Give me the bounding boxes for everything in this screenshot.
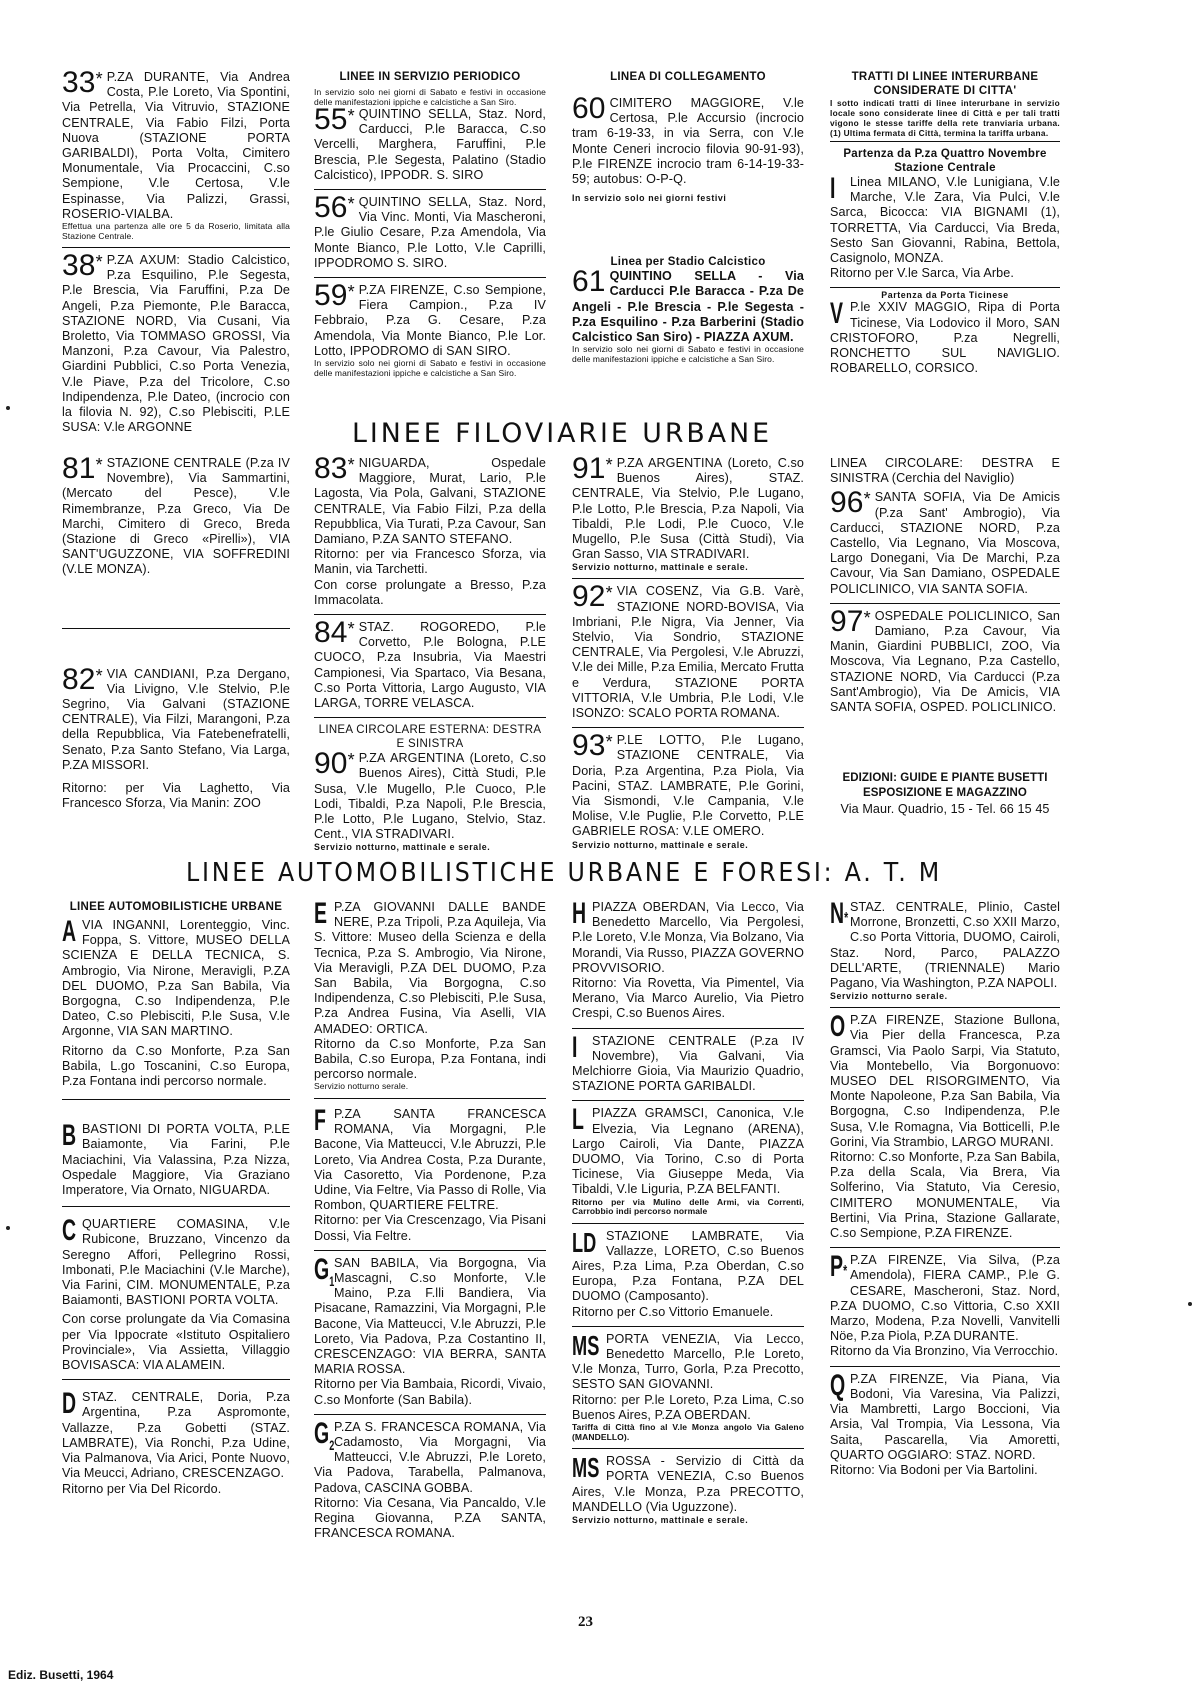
bus-line-O: [830, 1010, 1060, 1241]
bus-H-return: Ritorno: Via Rovetta, Via Pimentel, Via Merano, Via Marco Aurelio, Via Pietro Crespi, C.so Buenos Aires.: [572, 976, 804, 1021]
line-letter-LD: LD: [572, 1226, 597, 1258]
line-93-note: Servizio notturno, mattinale e serale.: [572, 839, 749, 850]
page-number: 23: [578, 1614, 593, 1630]
bus-N-route: STAZ. CENTRALE, Plinio, Castel Morrone, Bronzetti, C.so XXII Marzo, C.so Porta Vittoria, DUOMO, Cairoli, Staz. Nord, Parco, PALAZZO DELL'ARTE, (TRIENNALE) Mario Pagano, Via Washington, P.ZA NAPOLI.: [830, 900, 1060, 991]
line-letter-D: D: [62, 1387, 77, 1421]
line-letter-H: H: [572, 897, 587, 930]
line-number-61: 61: [572, 265, 606, 299]
line-90-route: P.ZA ARGENTINA (Loreto, C.so Buenos Aires), Città Studi, P.le Susa, V.le Mugello, P.le Cuoco, P.le Lodi, Tibaldi, P.za Napoli, P.le Brescia, P.le Lotto, P.le Lugano, Stelvio, Staz. Cent., VIA STRADIVARI.: [314, 751, 546, 842]
divider: [62, 628, 290, 629]
column-bus-1: [62, 900, 290, 1503]
bus-P-return: Ritorno da Via Bronzino, Via Verrocchio.: [830, 1344, 1059, 1359]
line-91-route: P.ZA ARGENTINA (Loreto, C.so Buenos Aires), STAZ. CENTRALE, Via Stelvio, P.le Lugano, P.le Lotto, P.le Brescia, P.za Napoli, Via Tibaldi, P.le Lodi, P.le Cuoco, V.le Mugello, P.le Susa (Città Studi), Via Gran Sasso, VIA STRADIVARI.: [572, 456, 804, 562]
line-56-route: QUINTINO SELLA, Staz. Nord, Via Vinc. Monti, Via Mascheroni, P.le Giulio Cesare, P.za Amendola, Via Monte Bianco, P.le Lotto, V.le Caprilli, IPPODROMO S. SIRO.: [314, 195, 546, 270]
line-number-56: 56*: [314, 191, 355, 225]
bus-line-MS-rossa: [572, 1454, 804, 1525]
line-96: [830, 486, 1060, 596]
line-82: [62, 662, 290, 812]
line-92-route: VIA COSENZ, Via G.B. Varè, STAZIONE NORD-BOVISA, Via Imbriani, P.le Nigra, Via Jenner, Via Stelvio, Via Sondrio, STAZIONE CENTRALE, Via Pergolesi, V.le Abruzzi, V.le dei Mille, P.za Emilia, Mercato Frutta e Verdura, STAZIONE PORTA VITTORIA, V.le Umbria, P.le Lodi, V.le ISONZO: SCALO PORTA ROMANA.: [572, 584, 804, 721]
bus-line-A: [62, 915, 290, 1089]
line-91-note: Servizio notturno, mattinale e serale.: [572, 562, 749, 573]
line-82-route: VIA CANDIANI, P.za Dergano, Via Livigno, V.le Stelvio, P.le Segrino, Via Galvani (STAZIONE CENTRALE), Via Filzi, Marangoni, P.za della Repubblica, Via Fatebenefratelli, Senato, P.za Santo Stefano, Via Larga, P.ZA MISSORI.: [62, 666, 290, 772]
line-number-84: 84*: [314, 616, 355, 650]
line-93-route: P.LE LOTTO, P.le Lugano, STAZIONE CENTRALE, Via Doria, P.za Argentina, P.za Piola, Via Pacini, STAZ. LAMBRATE, P.le Gorini, Via Sismondi, V.le Campania, V.le Molise, V.le Puglie, P.le Corvetto, P.LE GABRIELE ROSA: V.LE OMERO.: [572, 733, 804, 839]
line-letter-C: C: [62, 1214, 77, 1248]
line-letter-P: P*: [830, 1250, 848, 1284]
line-38: [62, 249, 290, 435]
line-letter-F: F: [314, 1103, 326, 1137]
periodic-header: LINEE IN SERVIZIO PERIODICO: [339, 71, 521, 83]
line-number-92: 92*: [572, 580, 613, 614]
edizioni-line2: ESPOSIZIONE E MAGAZZINO: [863, 787, 1027, 800]
line-letter-I: I: [572, 1030, 578, 1064]
line-92: [572, 580, 804, 721]
divider: [572, 1326, 804, 1327]
line-letter-B: B: [62, 1119, 77, 1153]
divider: [572, 1448, 804, 1449]
line-number-33: 33*: [62, 66, 103, 99]
bus-D-return: Ritorno per Via Del Ricordo.: [62, 1481, 222, 1496]
bus-G2-return: Ritorno: Via Cesana, Via Pancaldo, V.le Regina Giovanna, P.ZA SANTA, FRANCESCA ROMANA.: [314, 1495, 546, 1541]
column-collegamento: [572, 70, 804, 370]
line-number-59: 59*: [314, 279, 355, 313]
divider: [830, 603, 1060, 604]
line-letter-I: I: [830, 172, 836, 205]
line-96-route: SANTA SOFIA, Via De Amicis (P.za Sant' Ambrogio), Via Carducci, STAZIONE NORD, P.za Castello, Via Legnano, Via Moscova, Largo Donegani, Via De Marchi, P.za Cavour, Via San Damiano, OSPEDALE POLICLINICO, VIA SANTA SOFIA.: [830, 490, 1060, 596]
line-33: [62, 66, 290, 241]
line-letter-E: E: [314, 897, 328, 930]
line-97-route: OSPEDALE POLICLINICO, San Damiano, P.za Cavour, Via Manin, Giardini PUBBLICI, ZOO, Via Moscova, Via Legnano, P.za Castello, STAZIONE NORD, Via Carducci (P.za Sant'Ambrogio), Via De Amicis, VIA SANTA SOFIA, OSPED. POLICLINICO.: [830, 608, 1060, 715]
bus-P-route: P.ZA FIRENZE, Via Silva, (P.za Amendola), FIERA CAMP., P.le G. CESARE, Mascheroni, Staz. Nord, P.ZA DUOMO, C.so Vittoria, C.so XXII Marzo, Modena, P.za Novelli, Vanvitelli Nöe, P.za Piola, P.ZA DURANTE.: [830, 1253, 1060, 1344]
line-60-route: CIMITERO MAGGIORE, V.le Certosa, P.le Accursio (incrocio tram 6-19-33, in via Serra, con V.le Monte Ceneri incrocio filovia 90-91-93), P.le FIRENZE incrocio tram 6-14-19-33-59; autobus: O-P-Q.: [572, 96, 804, 187]
line-V-route: P.le XXIV MAGGIO, Ripa di Porta Ticinese, Via Lodovico il Moro, SAN CRISTOFORO, P.za Negrelli, RONCHETTO SUL NAVIGLIO. ROBARELLO, CORSICO.: [830, 300, 1060, 376]
divider: [314, 1414, 546, 1415]
interurbane-sub2: Partenza da Porta Ticinese: [881, 290, 1009, 301]
bus-B-route: BASTIONI DI PORTA VOLTA, P.LE Baiamonte, Via Farini, P.le Maciachini, Via Valassina, P.za Nizza, Ospedale Maggiore, Via Graziano Imperatore, Via Ornato, NIGUARDA.: [62, 1122, 290, 1198]
line-61: [572, 265, 804, 364]
edizioni-line1: EDIZIONI: GUIDE E PIANTE BUSETTI: [842, 772, 1048, 785]
line-letter-Q: Q: [830, 1368, 846, 1402]
line-letter-MS: MS: [572, 1329, 600, 1361]
line-number-38: 38*: [62, 249, 103, 283]
bus-line-N: [830, 897, 1060, 1002]
periodic-note: In servizio solo nei giorni di Sabato e festivi in occasione delle manifestazioni ippiche e calcistiche a San Siro.: [314, 87, 546, 107]
line-59: [314, 279, 546, 378]
stadio-header: Linea per Stadio Calcistico: [610, 256, 766, 269]
line-83: [314, 452, 546, 608]
bus-line-F: [314, 1103, 546, 1244]
line-33-note: Effettua una partenza alle ore 5 da Roserio, limitata alla Stazione Centrale.: [62, 221, 290, 241]
line-59-route: P.ZA FIRENZE, C.so Sempione, Fiera Campion., P.za IV Febbraio, P.za G. Cesare, P.za Amendola, Via Monte Bianco, P.le Lor. Lotto, IPPODROMO di SAN SIRO.: [314, 283, 546, 358]
bus-N-note: Servizio notturno serale.: [830, 991, 948, 1002]
bus-E-route: P.ZA GIOVANNI DALLE BANDE NERE, P.za Tripoli, P.za Aquileja, Via S. Vittore: Museo della Scienza e della Tecnica, P.za S. Ambrogio, Via Nirone, Via Meravigli, P.ZA DEL DUOMO, P.za San Babila, Via Borgogna, C.so Indipendenza, C.so Plebisciti, P.le Susa, P.za Andrea Fusina, Via Aselli, VIA AMADEO: ORTICA.: [314, 900, 546, 1036]
line-number-96: 96*: [830, 486, 871, 520]
bus-Q-return: Ritorno: Via Bodoni per Via Bartolini.: [830, 1462, 1038, 1477]
bus-line-C: [62, 1214, 290, 1373]
scan-mark: [6, 406, 10, 410]
divider: [572, 1100, 804, 1101]
bus-MS-note: Tariffa di Città fino al V.le Monza angolo Via Galeno (MANDELLO).: [572, 1422, 804, 1442]
bus-title: LINEE AUTOMOBILISTICHE URBANE E FORESI: A. T. M: [186, 858, 942, 888]
line-56: [314, 191, 546, 271]
interurbane-note: I sotto indicati tratti di linee interurbane in servizio locale sono considerate linee di Città e per tali tratti vigono le stesse tariffe della rete tranviaria urbana. (1) Ultima fermata di Città, termina la tariffa urbana.: [830, 98, 1060, 138]
line-59-note: In servizio solo nei giorni di Sabato e festivi in occasione delle manifestazioni ippiche e calcistiche a San Siro.: [314, 358, 546, 378]
line-97: [830, 604, 1060, 715]
column-tram-1: [62, 66, 290, 441]
line-number-93: 93*: [572, 729, 613, 763]
line-38-route: P.ZA AXUM: Stadio Calcistico, P.za Esquilino, P.le Segesta, P.le Brescia, Via Faruffini, P.za De Angeli, P.za Piemonte, P.le Baracca, STAZIONE NORD, Via Cusani, Via Broletto, Via TOMMASO GROSSI, Via Manzoni, P.za Cavour, Via Palestro, Giardini Pubblici, C.so Porta Venezia, V.le Piave, P.za del Tricolore, C.so Indipendenza, P.le Dateo, (incrocio con la filovia N. 92), C.so Plebisciti, P.LE SUSA: V.le ARGONNE: [62, 253, 290, 435]
line-number-82: 82*: [62, 662, 103, 696]
column-filovie-4: [830, 456, 1060, 817]
bus-G1-route: SAN BABILA, Via Borgogna, Via Mascagni, C.so Monforte, V.le Maino, P.za F.lli Bandiera, Via Pisacane, Ramazzini, Via Morgagni, P.le Bacone, Via Matteucci, V.le Abruzzi, P.le Loreto, Via Padova, P.za Costantino II, CRESCENZAGO: VIA BERRA, SANTA MARIA ROSSA.: [314, 1255, 546, 1377]
line-I-interurban: [830, 172, 1060, 281]
circolare-esterna-header: LINEA CIRCOLARE ESTERNA: DESTRA E SINISTRA: [318, 724, 542, 751]
divider: [314, 189, 546, 190]
scan-mark: [6, 1226, 10, 1230]
edizioni-block: [830, 771, 1060, 817]
line-90: [314, 747, 546, 853]
line-60: [572, 92, 804, 187]
bus-line-H: [572, 897, 804, 1022]
bus-line-LD: [572, 1226, 804, 1320]
divider: [314, 614, 546, 615]
edizioni-line3: Via Maur. Quadrio, 15 - Tel. 66 15 45: [840, 801, 1050, 816]
collegamento-header: LINEA DI COLLEGAMENTO: [610, 71, 766, 83]
line-84: [314, 616, 546, 711]
bus-E-return: Ritorno da C.so Monforte, P.za San Babila, C.so Europa, P.za Fontana, indi percorso normale.: [314, 1036, 546, 1082]
column-interurbane: [830, 70, 1060, 382]
line-90-note: Servizio notturno, mattinale e serale.: [314, 842, 491, 853]
line-letter-V: V: [830, 297, 844, 331]
column-bus-4: [830, 897, 1060, 1484]
bus-L-note: Ritorno per via Mulino delle Armi, via Correnti, Carrobbio indi percorso normale: [572, 1196, 804, 1217]
line-82-return: Ritorno: per Via Laghetto, Via Francesco Sforza, Via Manin: ZOO: [62, 781, 290, 811]
line-letter-N: N*: [830, 897, 849, 930]
bus-line-MS: [572, 1329, 804, 1442]
line-number-55: 55*: [314, 103, 355, 136]
line-83-return: Ritorno: per via Francesco Sforza, via Manin, via Tarchetti.: [314, 547, 546, 577]
divider: [62, 1206, 290, 1207]
column-filovie-2: [314, 452, 546, 858]
line-number-91: 91*: [572, 452, 613, 485]
bus-header: LINEE AUTOMOBILISTICHE URBANE: [69, 901, 283, 913]
line-61-note: In servizio solo nei giorni di Sabato e festivi in occasione delle manifestazioni ippiche e calcistiche a San Siro.: [572, 344, 804, 364]
bus-LD-route: STAZIONE LAMBRATE, Via Vallazze, LORETO, C.so Buenos Aires, P.za Lima, P.za Oberdan, C.so Europa, P.za Fontana, P.ZA DEL DUOMO (Camposanto).: [572, 1228, 804, 1304]
line-number-90: 90*: [314, 747, 355, 781]
bus-line-G2: [314, 1416, 546, 1542]
bus-MS-return: Ritorno: per P.le Loreto, P.za Lima, C.so Buenos Aires, P.ZA OBERDAN.: [572, 1392, 804, 1422]
divider: [62, 247, 290, 248]
bus-line-D: [62, 1387, 290, 1496]
bus-H-route: PIAZZA OBERDAN, Via Lecco, Via Benedetto Marcello, Via Pergolesi, P.le Loreto, V.le Monza, Via Bolzano, Via Morandi, Via Russo, PIAZZA GOVERNO PROVVISORIO.: [572, 900, 804, 975]
bus-C-route: QUARTIERE COMASINA, V.le Rubicone, Bruzzano, Vincenzo da Seregno Affori, Pellegrino Rossi, Imbonati, P.le Maciachini (V.le Marche), Via Farini, CIM. MONUMENTALE, P.za Baiamonti, BASTIONI PORTA VOLTA.: [62, 1217, 290, 1308]
column-filovie-1: [62, 452, 290, 817]
divider: [572, 727, 804, 728]
bus-E-note: Servizio notturno serale.: [314, 1081, 409, 1092]
column-bus-2: [314, 897, 546, 1547]
bus-line-Q: [830, 1368, 1060, 1478]
divider: [572, 1028, 804, 1029]
bus-Q-route: P.ZA FIRENZE, Via Piana, Via Bodoni, Via Varesina, Via Palizzi, Via Mambretti, Largo Boccioni, Via Arsia, Val Trompia, Via Lessona, Via Saita, Pascarella, Via Amoretti, QUARTO OGGIARO: STAZ. NORD.: [830, 1371, 1060, 1462]
bus-line-I: [572, 1030, 804, 1095]
footer-edition: Ediz. Busetti, 1964: [8, 1668, 114, 1682]
divider: [314, 717, 546, 718]
bus-F-return: Ritorno: per Via Crescenzago, Via Pisani Dossi, Via Feltre.: [314, 1213, 546, 1243]
divider: [572, 1223, 804, 1224]
bus-A-return: Ritorno da C.so Monforte, P.za San Babila, L.go Toscanini, C.so Europa, P.za Fontana indi percorso normale.: [62, 1043, 290, 1089]
line-81-route: STAZIONE CENTRALE (P.za IV Novembre), Via Sammartini, (Mercato del Pesce), V.le Rimembranze, P.za Greco, Via De Marchi, Cimitero di Greco, Breda (Stazione di Greco «Pirelli»), VIA SANT'UGUZZONE, VIA SOFFREDINI (V.LE MONZA).: [62, 456, 290, 577]
line-number-83: 83*: [314, 452, 355, 485]
divider: [830, 1247, 1060, 1248]
bus-G2-route: P.ZA S. FRANCESCA ROMANA, Via Cadamosto, Via Morgagni, Via Matteucci, V.le Abruzzi, P.le Loreto, Via Padova, Tarabella, Palmanova, Padova, CASCINA GOBBA.: [314, 1419, 546, 1495]
line-number-97: 97*: [830, 604, 871, 638]
circolare-header: LINEA CIRCOLARE: DESTRA E SINISTRA (Cerchia del Naviglio): [830, 456, 1060, 486]
line-letter-G1: $G_1$: [314, 1252, 335, 1289]
line-V-interurban: [830, 297, 1060, 376]
line-91: [572, 452, 804, 573]
line-letter-O: O: [830, 1010, 846, 1044]
bus-line-P: [830, 1250, 1060, 1359]
bus-O-route: P.ZA FIRENZE, Stazione Bullona, Via Pier della Francesca, P.za Gramsci, Via Paolo Sarpi, Via Statuto, Via Montebello, Via Borgonuovo: MUSEO DEL RISORGIMENTO, Via Monte Napoleone, P.za San Babila, Via Borgogna, C.so Indipendenza, P.le Susa, V.le Romagna, Via Botticelli, P.le Gorini, Via Strambio, LARGO MURANI.: [830, 1013, 1060, 1149]
bus-MS-route: PORTA VENEZIA, Via Lecco, Benedetto Marcello, P.le Loreto, V.le Monza, Turro, Gorla, P.za Precotto, SESTO SAN GIOVANNI.: [572, 1331, 804, 1392]
line-33-route: P.ZA DURANTE, Via Andrea Costa, P.le Loreto, Via Spontini, Via Petrella, Via Vitruvio, STAZIONE CENTRALE, Via Fabio Filzi, Porta Nuova (STAZIONE PORTA GARIBALDI), Porta Volta, Cimitero Monumentale, Via Procaccini, C.so Sempione, V.le Certosa, V.le Espinasse, Via Palizzi, Grassi, ROSERIO-VIALBA.: [62, 70, 290, 221]
line-I-return: Ritorno per V.le Sarca, Via Arbe.: [830, 266, 1014, 281]
bus-F-route: P.ZA SANTA FRANCESCA ROMANA, Via Morgagni, P.le Bacone, Via Matteucci, V.le Abruzzi, P.le Loreto, Via Andrea Costa, P.za Durante, Via Casoretto, Via Pordenone, P.za Udine, Via Feltre, Via Passo di Rolle, Via Rombon, QUARTIERE FELTRE.: [314, 1106, 546, 1213]
line-I-route: Linea MILANO, V.le Lunigiana, V.le Marche, V.le Zara, Via Pulci, V.le Sarca, Bicocca: VIA BIGNAMI (1), TORRETTA, Via Carducci, Via Breda, Sesto San Giovanni, Rabina, Bettola, Casignolo, MONZA.: [830, 175, 1060, 266]
divider: [830, 287, 1060, 288]
column-filovie-3: [572, 452, 804, 856]
column-periodic: [314, 70, 546, 384]
bus-G1-return: Ritorno per Via Bambaia, Ricordi, Vivaio, C.so Monforte (San Babila).: [314, 1377, 546, 1407]
line-84-route: STAZ. ROGOREDO, P.le Corvetto, P.le Bologna, P.LE CUOCO, P.za Insubria, Via Maestri Campionesi, Via Spartaco, Via Besana, C.so Porta Vittoria, Largo Augusto, VIA LARGA, TORRE VELASCA.: [314, 620, 546, 711]
line-61-route: QUINTINO SELLA - Via Carducci P.le Baracca - P.za De Angeli - P.le Brescia - P.le Segesta - P.za Esquilino - P.za Barberini (Stadio Calcistico San Siro) - PIAZZA AXUM.: [572, 269, 804, 345]
divider: [830, 1007, 1060, 1008]
line-55-route: QUINTINO SELLA, Staz. Nord, Carducci, P.le Baracca, C.so Vercelli, Marghera, Faruffini, P.le Brescia, P.le Segesta, Palatino (Stadio Calcistico), IPPODR. S. SIRO: [314, 107, 546, 182]
bus-MS-rossa-route: ROSSA - Servizio di Città da PORTA VENEZIA, C.so Buenos Aires, V.le Monza, P.za PRECOTTO, MANDELLO (Via Uguzzone).: [572, 1454, 804, 1514]
divider: [314, 277, 546, 278]
divider: [830, 141, 1060, 142]
divider: [830, 1366, 1060, 1367]
line-81: [62, 452, 290, 578]
line-60-note: In servizio solo nei giorni festivi: [572, 193, 727, 204]
line-letter-A: A: [62, 915, 77, 948]
bus-D-route: STAZ. CENTRALE, Doria, P.za Argentina, P.za Aspromonte, Vallazze, P.za Gobetti (STAZ. LAMBRATE), Via Ronchi, P.za Udine, Via Palmanova, Via Arici, Ponte Nuovo, Via Meucci, Adriano, CRESCENZAGO.: [62, 1390, 290, 1481]
bus-MS-rossa-note: Servizio notturno, mattinale e serale.: [572, 1514, 749, 1525]
divider: [314, 1250, 546, 1251]
line-number-81: 81*: [62, 452, 103, 485]
line-letter-G2: $G_2$: [314, 1416, 335, 1453]
divider: [572, 578, 804, 579]
line-number-60: 60: [572, 92, 606, 125]
bus-LD-return: Ritorno per C.so Vittorio Emanuele.: [572, 1304, 774, 1319]
line-letter-L: L: [572, 1103, 584, 1137]
bus-L-route: PIAZZA GRAMSCI, Canonica, V.le Elvezia, Via Legnano (ARENA), Largo Cairoli, Via Dante, PIAZZA DUOMO, Via Torino, C.so di Porta Ticinese, Via Giuseppe Meda, Via Tibaldi, V.le Liguria, P.ZA BELFANTI.: [572, 1106, 804, 1197]
divider: [314, 1098, 546, 1099]
bus-I-route: STAZIONE CENTRALE (P.za IV Novembre), Via Galvani, Via Melchiorre Gioia, Via Maurizio Quadrio, STAZIONE PORTA GARIBALDI.: [572, 1033, 804, 1094]
line-letter-MS-rossa: MS: [572, 1452, 600, 1484]
divider: [62, 1099, 290, 1100]
column-bus-3: [572, 897, 804, 1531]
line-55: [314, 103, 546, 183]
line-93: [572, 729, 804, 850]
line-83-route: NIGUARDA, Ospedale Maggiore, Murat, Lario, P.le Lagosta, Via Pola, Galvani, STAZIONE CENTRALE, Via Fabio Filzi, P.za della Repubblica, Via Turati, P.za Cavour, San Damiano, P.ZA SANTO STEFANO.: [314, 456, 546, 547]
line-83-extension: Con corse prolungate a Bresso, P.za Immacolata.: [314, 577, 546, 607]
divider: [62, 1379, 290, 1380]
bus-line-E: [314, 897, 546, 1092]
bus-O-return: Ritorno: C.so Monforte, P.za San Babila, P.za della Scala, Via Brera, Via Solferino, Via Statuto, Via Ceresio, CIMITERO MONUMENTALE, Via Bertini, Via Prina, Stazione Gallarate, C.so Sempione, P.ZA FIRENZE.: [830, 1150, 1060, 1241]
scan-mark: [1188, 1302, 1192, 1306]
filovie-title: LINEE FILOVIARIE URBANE: [352, 418, 772, 449]
bus-line-L: [572, 1103, 804, 1217]
bus-A-route: VIA INGANNI, Lorenteggio, Vinc. Foppa, S. Vittore, MUSEO DELLA SCIENZA E DELLA TECNICA, S. Ambrogio, Via Nirone, Meravigli, P.ZA DEL DUOMO, P.za San Babila, Via Borgogna, C.so Indipendenza, P.le Dateo, C.so Plebisciti, P.le Susa, V.le Argonne, VIA SAN MARTINO.: [62, 918, 290, 1039]
bus-line-G1: [314, 1252, 546, 1408]
bus-C-extension: Con corse prolungate da Via Comasina per Via Ippocrate «Istituto Ospitaliero Provinciale», Via Assietta, Villaggio BOVISASCA: VIA ALAMEIN.: [62, 1312, 290, 1373]
bus-line-B: [62, 1119, 290, 1198]
interurbane-sub1: Partenza da P.za Quattro Novembre Stazione Centrale: [843, 148, 1047, 174]
interurbane-header: TRATTI DI LINEE INTERURBANE CONSIDERATE DI CITTA': [851, 71, 1039, 97]
